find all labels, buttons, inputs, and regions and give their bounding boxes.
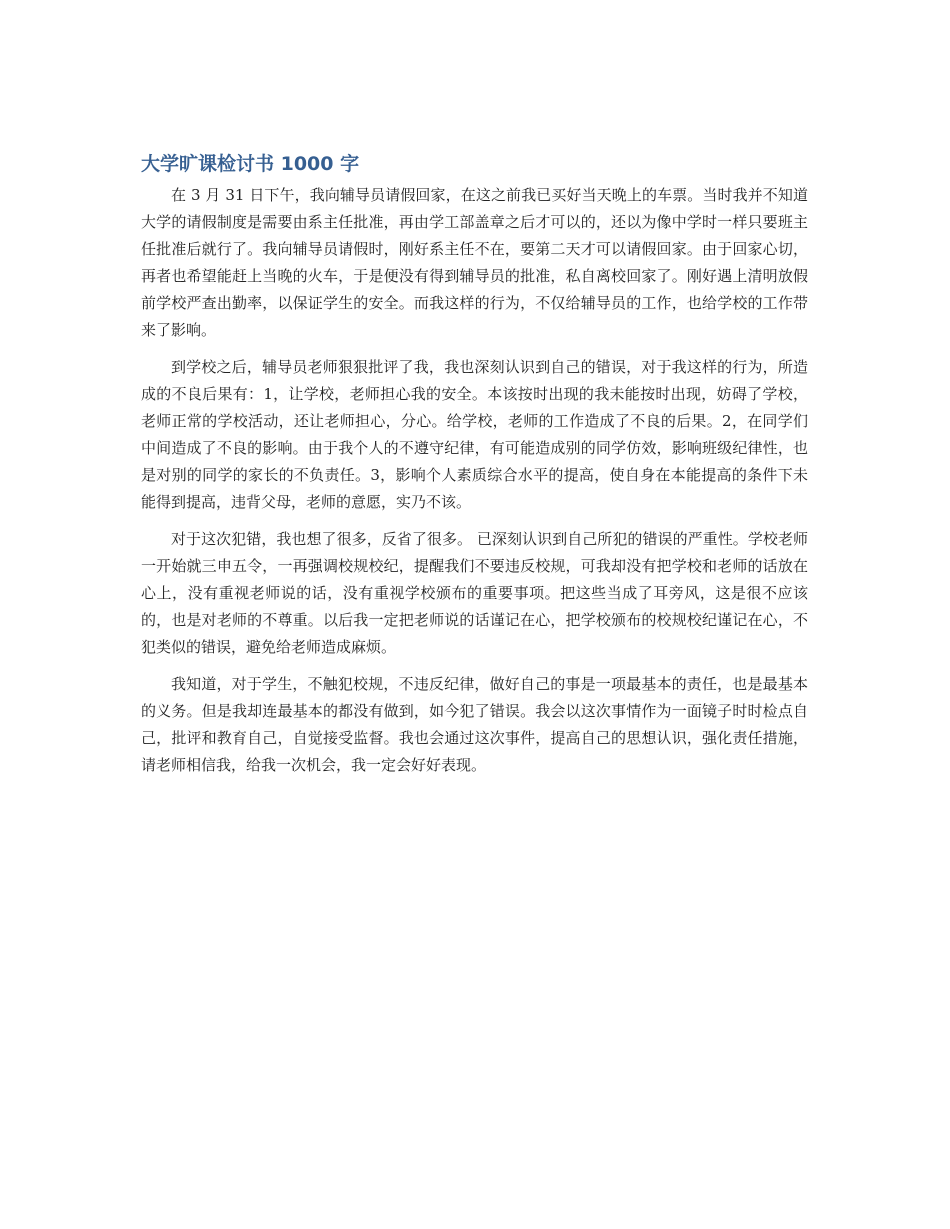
paragraph-2: 到学校之后，辅导员老师狠狠批评了我，我也深刻认识到自己的错误，对于我这样的行为，所造成的不良后果有：1，让学校，老师担心我的安全。本该按时出现的我未能按时出现，妨碍了学校，老师正常的学校活动，还让老师担心，分心。给学校，老师的工作造成了不良的后果。2，在同学们中间造成了不良的影响。由于我个人的不遵守纪律，有可能造成别的同学仿效，影响班级纪律性，也是对别的同学的家长的不负责任。3，影响个人素质综合水平的提高，使自身在本能提高的条件下未能得到提高，违背父母，老师的意愿，实乃不该。 bbox=[141, 358, 808, 511]
paragraph-4: 我知道，对于学生，不触犯校规，不违反纪律，做好自己的事是一项最基本的责任，也是最基本的义务。但是我却连最基本的都没有做到，如今犯了错误。我会以这次事情作为一面镜子时时检点自己，批评和教育自己，自觉接受监督。我也会通过这次事件，提高自己的思想认识，强化责任措施，请老师相信我，给我一次机会，我一定会好好表现。 bbox=[141, 675, 808, 774]
paragraph-3: 对于这次犯错，我也想了很多，反省了很多。 已深刻认识到自己所犯的错误的严重性。学校老师一开始就三申五令，一再强调校规校纪，提醒我们不要违反校规，可我却没有把学校和老师的话放在心上，没有重视老师说的话，没有重视学校颁布的重要事项。把这些当成了耳旁风，这是很不应该的，也是对老师的不尊重。以后我一定把老师说的话谨记在心，把学校颁布的校规校纪谨记在心，不犯类似的错误，避免给老师造成麻烦。 bbox=[141, 530, 808, 656]
document-title: 大学旷课检讨书 1000 字 bbox=[141, 153, 360, 175]
document-body bbox=[141, 150, 808, 789]
paragraph-1: 在 3 月 31 日下午，我向辅导员请假回家，在这之前我已买好当天晚上的车票。当时我并不知道大学的请假制度是需要由系主任批准，再由学工部盖章之后才可以的，还以为像中学时一样只要班主任批准后就行了。我向辅导员请假时，刚好系主任不在，要第二天才可以请假回家。由于回家心切，再者也希望能赶上当晚的火车，于是便没有得到辅导员的批准，私自离校回家了。刚好遇上清明放假前学校严查出勤率，以保证学生的安全。而我这样的行为，不仅给辅导员的工作，也给学校的工作带来了影响。 bbox=[141, 186, 808, 339]
